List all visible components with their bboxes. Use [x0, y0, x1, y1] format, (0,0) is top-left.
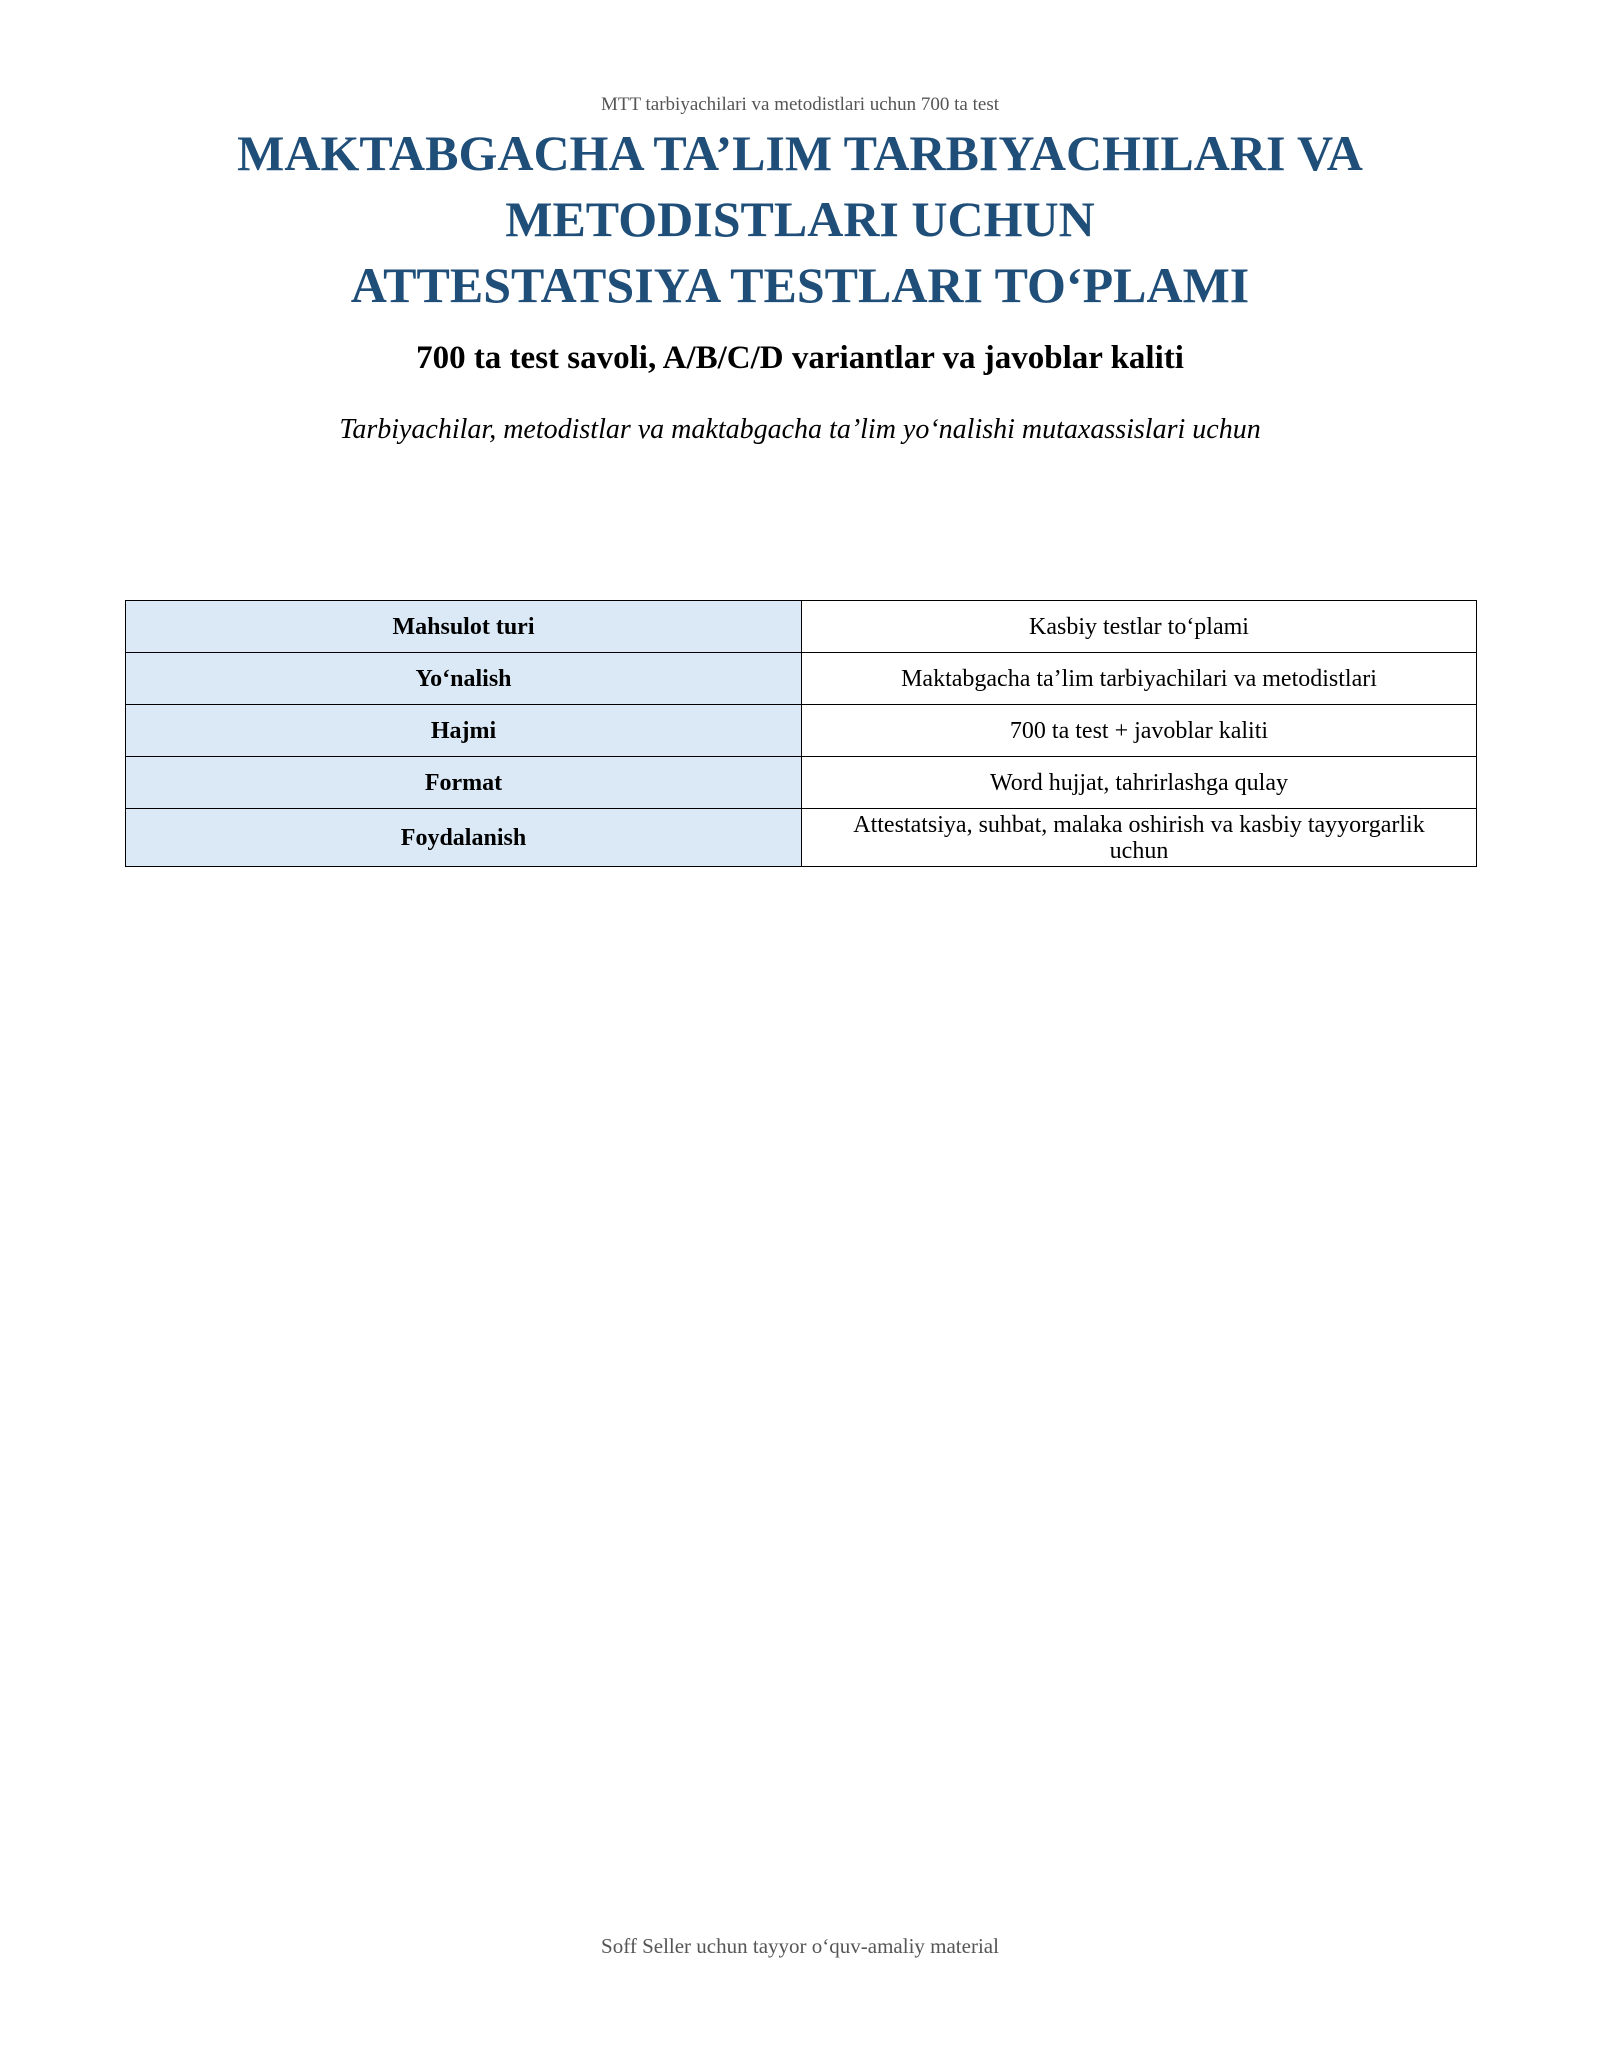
table-key-cell: Foydalanish: [126, 809, 802, 867]
table-key-cell: Mahsulot turi: [126, 601, 802, 653]
title-line-1: MAKTABGACHA TA’LIM TARBIYACHILARI VA: [237, 125, 1363, 181]
product-info-table: [125, 600, 1477, 867]
table-value-cell: Word hujjat, tahrirlashga qulay: [802, 757, 1477, 809]
table-value-cell: Maktabgacha ta’lim tarbiyachilari va metodistlari: [802, 653, 1477, 705]
table-value-cell: Kasbiy testlar to‘plami: [802, 601, 1477, 653]
footer-note: Soff Seller uchun tayyor o‘quv-amaliy material: [601, 1934, 999, 1958]
table-value-cell: Attestatsiya, suhbat, malaka oshirish va kasbiy tayyorgarlik uchun: [802, 809, 1477, 867]
title-line-3: ATTESTATSIYA TESTLARI TO‘PLAMI: [350, 257, 1250, 313]
document-subtitle: 700 ta test savoli, A/B/C/D variantlar va javoblar kaliti: [416, 340, 1184, 376]
document-title: [100, 120, 1500, 318]
title-line-2: METODISTLARI UCHUN: [505, 191, 1095, 247]
document-tagline: Tarbiyachilar, metodistlar va maktabgacha ta’lim yo‘nalishi mutaxassislari uchun: [339, 414, 1261, 445]
table-row: [126, 705, 1477, 757]
table-row: [126, 809, 1477, 867]
table-value-cell: 700 ta test + javoblar kaliti: [802, 705, 1477, 757]
table-key-cell: Hajmi: [126, 705, 802, 757]
table-key-cell: Format: [126, 757, 802, 809]
table-row: [126, 653, 1477, 705]
header-note: MTT tarbiyachilari va metodistlari uchun 700 ta test: [600, 94, 1000, 115]
table-row: [126, 757, 1477, 809]
table-row: [126, 601, 1477, 653]
table-key-cell: Yo‘nalish: [126, 653, 802, 705]
